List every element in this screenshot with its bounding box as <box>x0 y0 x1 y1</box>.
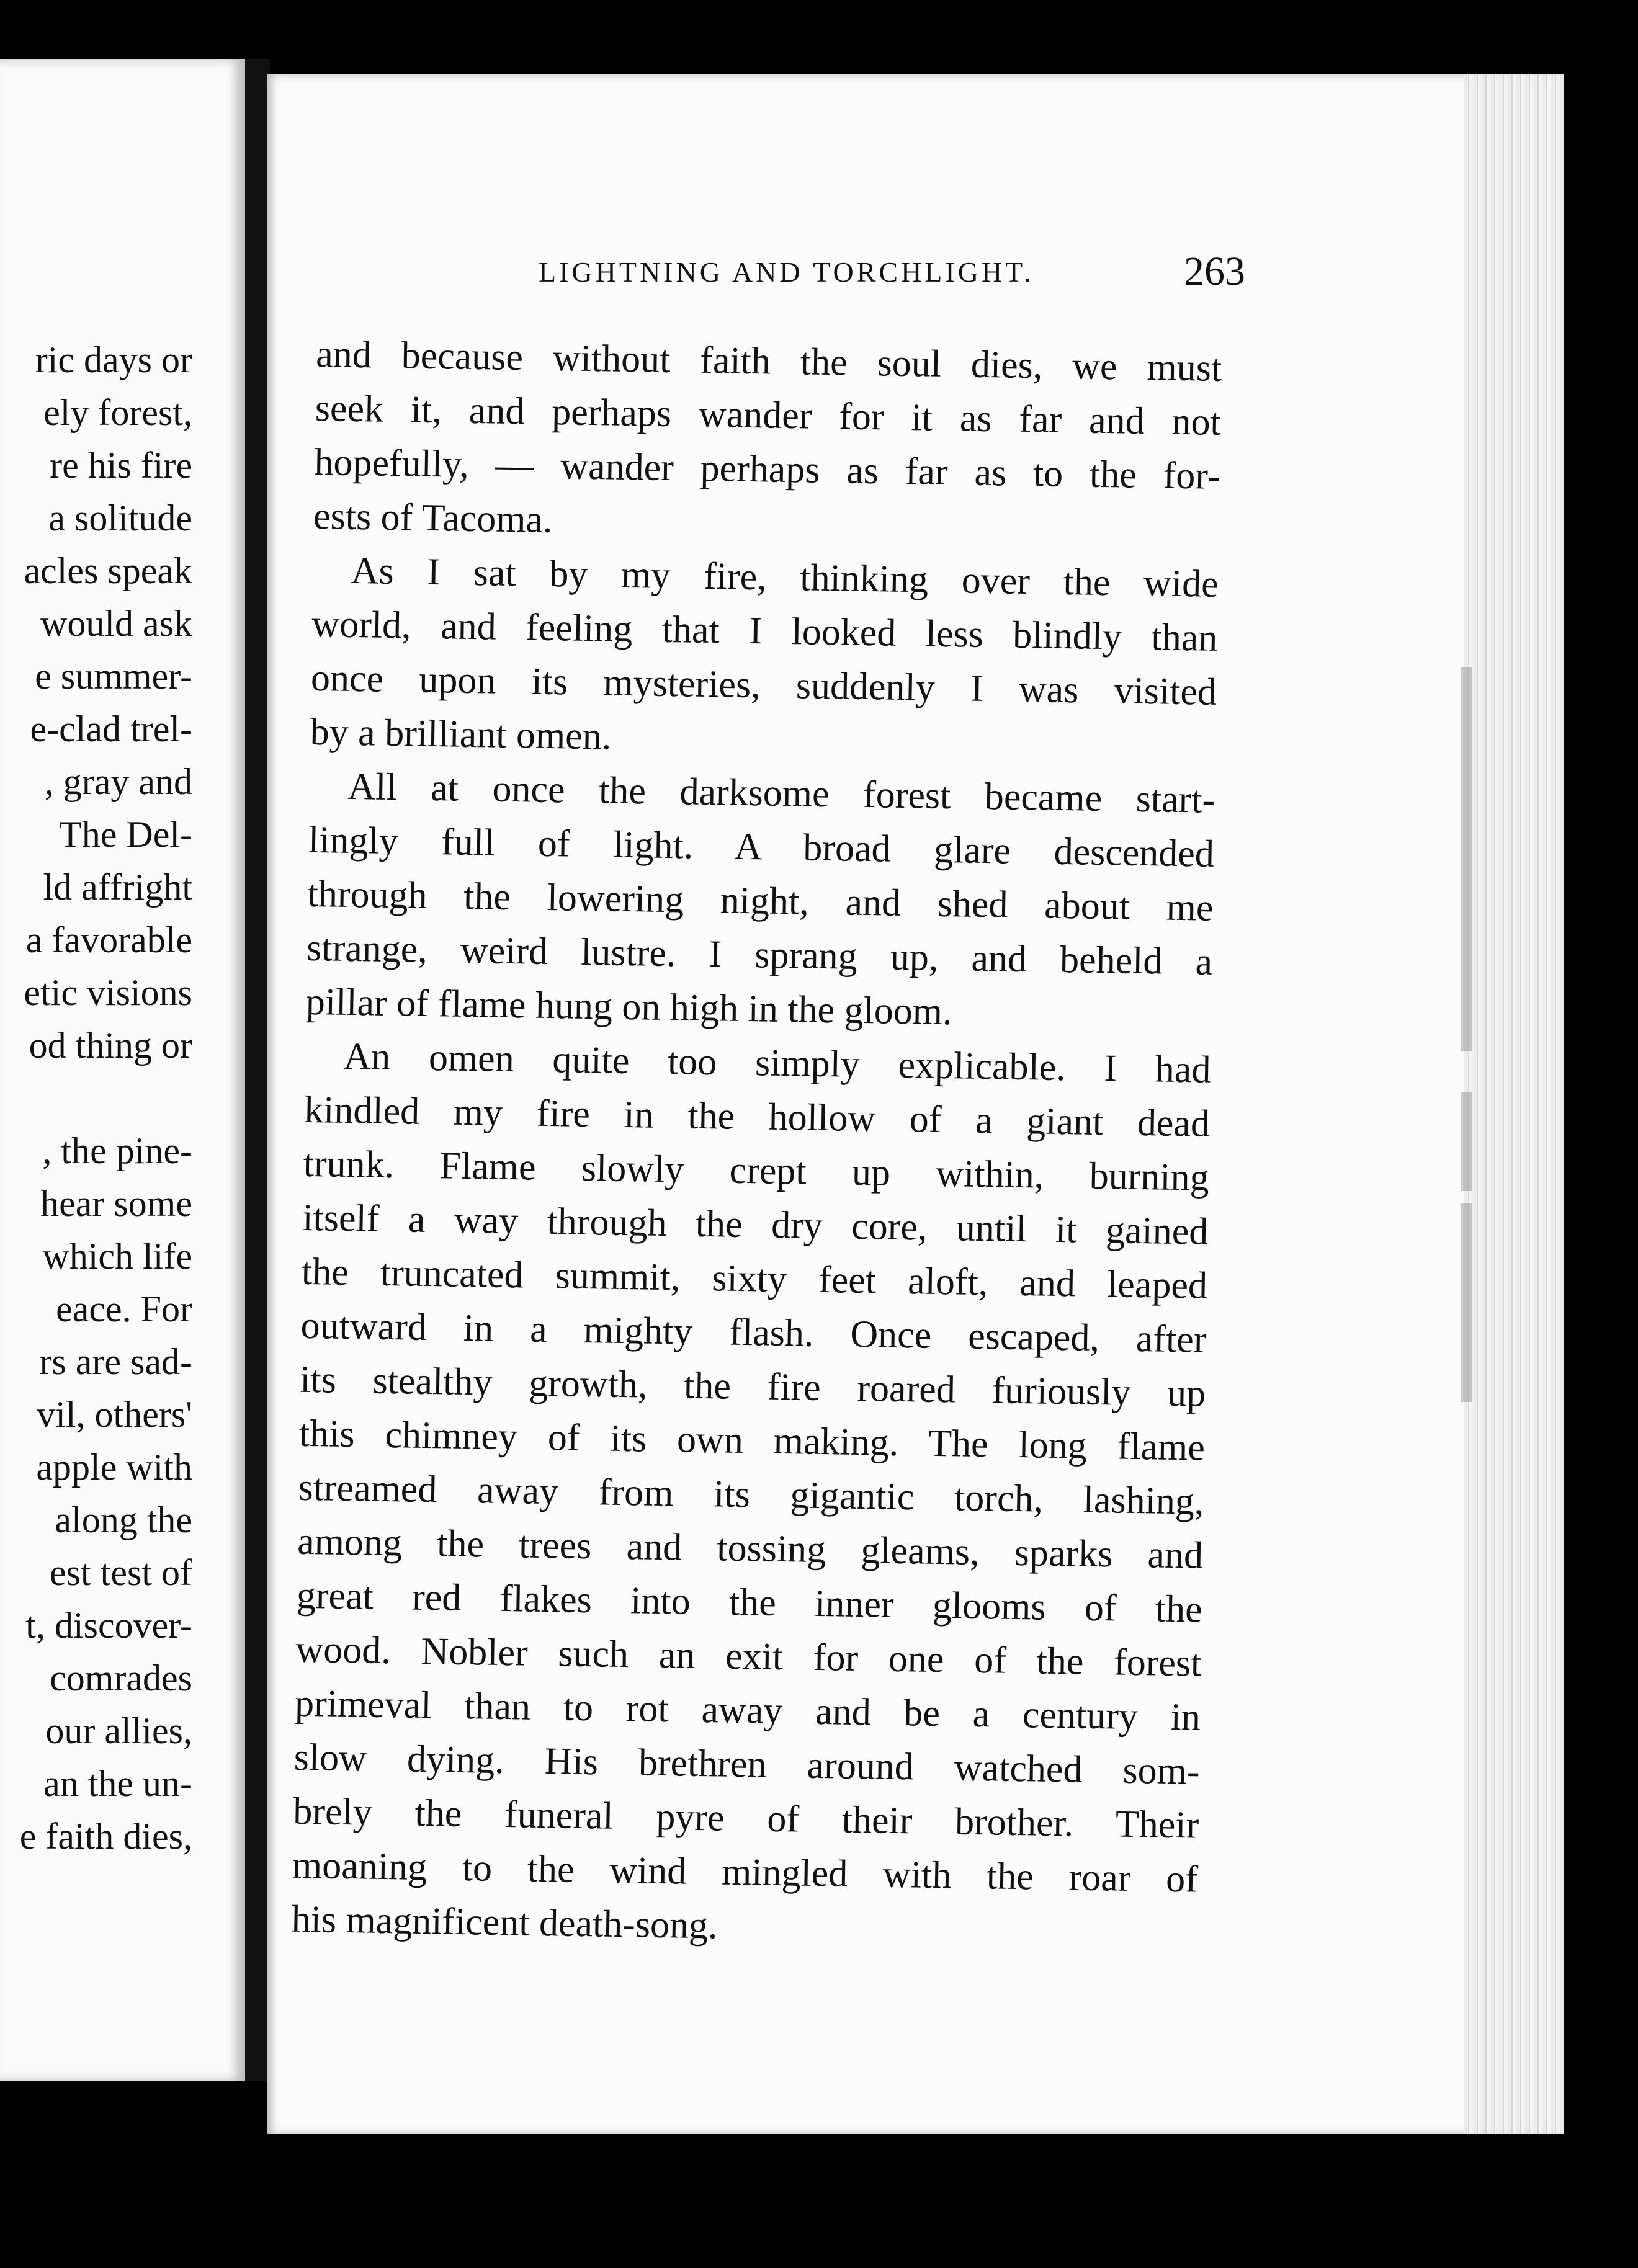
running-head: LIGHTNING AND TORCHLIGHT. <box>539 256 1034 288</box>
book-gutter <box>245 59 270 2081</box>
left-page-line: acles speak <box>24 550 192 591</box>
left-page-line: would ask <box>40 603 192 644</box>
text-line: An omen quite too simply explicable. I had <box>343 1035 1211 1091</box>
text-line: among the trees and tossing gleams, sparks and <box>297 1520 1204 1577</box>
text-line: his magnificent death-song. <box>291 1898 718 1947</box>
text-line: strange, weird lustre. I sprang up, and beheld a <box>306 926 1213 983</box>
text-line: slow dying. His brethren around watched som- <box>293 1736 1201 1793</box>
body-text <box>291 328 1222 1961</box>
left-page-line: ld affright <box>43 867 192 908</box>
left-page-line: an the un- <box>43 1763 192 1804</box>
left-page-line: e-clad trel- <box>30 708 192 749</box>
text-line: primeval than to rot away and be a century in <box>294 1682 1201 1739</box>
left-page-line: hear some <box>40 1183 192 1224</box>
left-page-line: e summer- <box>35 656 192 697</box>
text-line: hopefully, — wander perhaps as far as to the for- <box>314 440 1220 498</box>
left-page-line: etic visions <box>24 972 192 1013</box>
text-line: trunk. Flame slowly crept up within, burning <box>303 1142 1210 1199</box>
current-page <box>267 74 1564 2134</box>
text-line: the truncated summit, sixty feet aloft, and leaped <box>301 1250 1208 1307</box>
text-line: moaning to the wind mingled with the roar of <box>292 1844 1199 1901</box>
text-line: streamed away from its gigantic torch, lashing, <box>298 1466 1204 1523</box>
left-page-line: rs are sad- <box>39 1341 192 1382</box>
left-page-line: The Del- <box>59 814 192 855</box>
text-line: pillar of flame hung on high in the gloom. <box>305 980 953 1034</box>
left-page-line: eace. For <box>56 1288 192 1329</box>
left-page-line: re his fire <box>50 445 192 486</box>
text-line: its stealthy growth, the fire roared furiously up <box>299 1358 1206 1415</box>
text-line: brely the funeral pyre of their brother. Their <box>292 1790 1199 1847</box>
left-page-line: est test of <box>50 1552 192 1593</box>
left-page-line: ely forest, <box>43 392 192 433</box>
left-page-line: , gray and <box>44 761 192 802</box>
text-line: once upon its mysteries, suddenly I was visited <box>310 656 1217 713</box>
left-page-line: , the pine- <box>42 1130 192 1171</box>
left-page-line: a solitude <box>48 498 192 538</box>
left-page-line: e faith dies, <box>19 1816 192 1857</box>
text-line: through the lowering night, and shed about me <box>307 872 1214 929</box>
text-line: wood. Nobler such an exit for one of the forest <box>295 1628 1202 1685</box>
text-line: seek it, and perhaps wander for it as far and not <box>315 386 1222 444</box>
text-line: ests of Tacoma. <box>313 494 553 542</box>
text-line: lingly full of light. A broad glare descended <box>308 818 1215 875</box>
left-page-line: t, discover- <box>25 1605 192 1646</box>
text-line: great red flakes into the inner glooms of the <box>296 1574 1203 1631</box>
left-page-line: vil, others' <box>37 1394 192 1435</box>
text-line: world, and feeling that I looked less blindly than <box>311 602 1218 659</box>
text-line: and because without faith the soul dies, we must <box>315 333 1222 390</box>
text-line: As I sat by my fire, thinking over the wide <box>351 549 1219 605</box>
text-line: this chimney of its own making. The long flame <box>298 1412 1206 1469</box>
left-page-line: a favorable <box>25 919 192 960</box>
left-page-line: which life <box>42 1236 192 1277</box>
previous-page <box>0 59 245 2081</box>
scan-mark <box>1461 1092 1472 1191</box>
left-page-line: along the <box>55 1499 192 1540</box>
left-page-line: ric days or <box>35 339 192 380</box>
left-page-line: od thing or <box>29 1025 192 1066</box>
page-number: 263 <box>1184 249 1245 294</box>
text-line: outward in a mighty flash. Once escaped, after <box>300 1304 1207 1361</box>
text-line: itself a way through the dry core, until it gained <box>302 1196 1209 1253</box>
text-line: by a brilliant omen. <box>310 710 612 758</box>
page-edges <box>1464 74 1564 2134</box>
left-page-line: our allies, <box>45 1710 192 1751</box>
left-page-line: apple with <box>36 1447 192 1488</box>
text-line: All at once the darksome forest became start- <box>347 765 1215 821</box>
scan-mark <box>1461 1203 1472 1402</box>
scan-mark <box>1461 667 1472 1051</box>
left-page-line: comrades <box>50 1658 192 1699</box>
text-line: kindled my fire in the hollow of a giant dead <box>303 1088 1211 1145</box>
